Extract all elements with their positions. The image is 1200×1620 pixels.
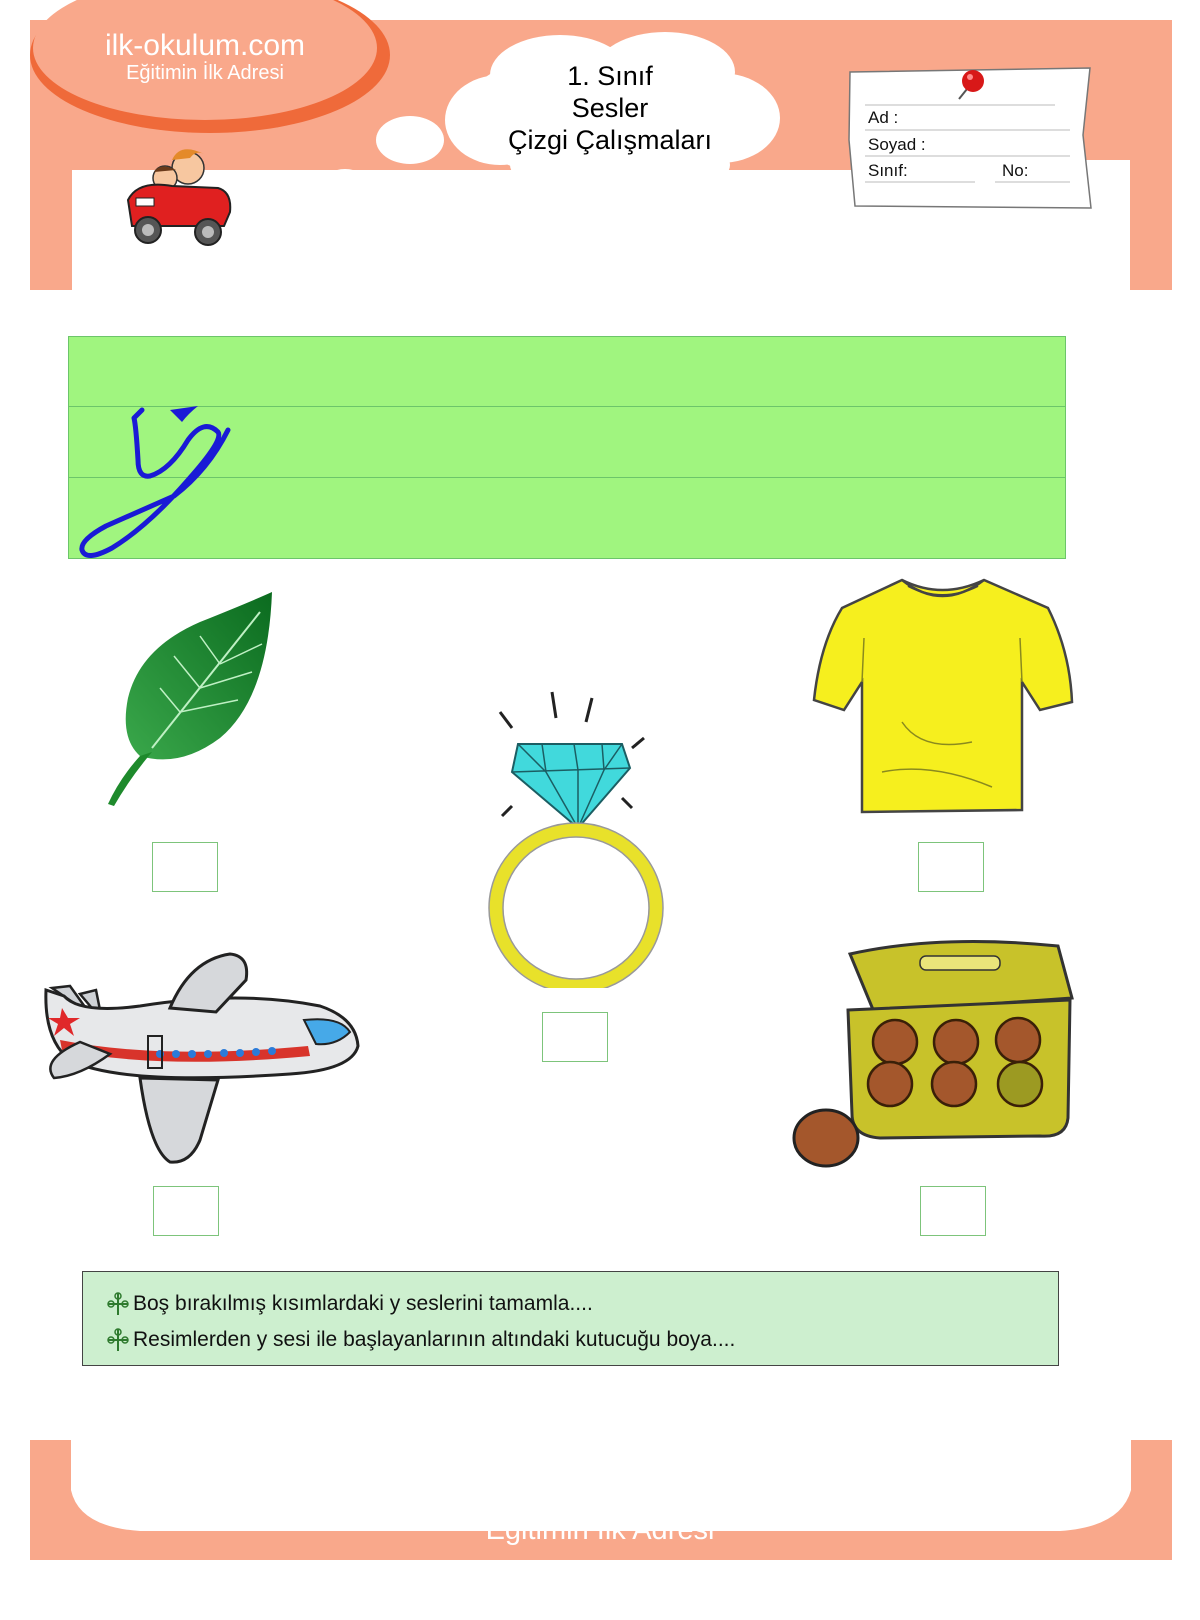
- header-site-name[interactable]: ilk-okulum.com: [104, 29, 306, 62]
- name-label: Ad :: [868, 108, 899, 127]
- footer-site-name[interactable]: ilk-okulum.com: [453, 1466, 747, 1515]
- instruction-item: [103, 1286, 1058, 1322]
- eggs-name: [0, 0, 1, 1]
- surname-label: Soyad :: [868, 135, 926, 154]
- bullet-ornament-icon: [103, 1327, 133, 1353]
- number-field[interactable]: [1035, 163, 1070, 181]
- airplane-illustration: [40, 950, 362, 1166]
- answer-box-tshirt[interactable]: [918, 842, 984, 892]
- surname-field[interactable]: [935, 137, 1065, 155]
- answer-box-airplane[interactable]: [153, 1186, 219, 1236]
- pushpin-icon: [955, 65, 991, 101]
- answer-box-leaf[interactable]: [152, 842, 218, 892]
- title-topic: Sesler: [571, 93, 649, 123]
- class-label: Sınıf:: [868, 161, 908, 180]
- car-driver-illustration: [120, 140, 240, 255]
- cursive-letter-y-glyph: [78, 400, 238, 562]
- header-brand: [55, 30, 355, 84]
- instruction-item: [103, 1322, 1058, 1358]
- header-tagline: Eğitimin İlk Adresi: [126, 62, 284, 84]
- worksheet-title: [450, 60, 770, 156]
- instruction-text-2: Resimlerden y sesi ile başlayanlarının altındaki kutucuğu boya....: [133, 1328, 736, 1351]
- instructions-box: [82, 1271, 1059, 1366]
- footer-tagline: Eğitimin İlk Adresi: [485, 1514, 715, 1546]
- leaf-illustration: [100, 588, 280, 810]
- instruction-text-1: Boş bırakılmış kısımlardaki y seslerini tamamla....: [133, 1292, 593, 1315]
- bullet-ornament-icon: [103, 1291, 133, 1317]
- class-field[interactable]: [915, 163, 975, 181]
- answer-box-eggs[interactable]: [920, 1186, 986, 1236]
- ring-illustration: [482, 688, 672, 988]
- title-subtitle: Çizgi Çalışmaları: [507, 125, 713, 155]
- footer-brand: [300, 1468, 900, 1546]
- title-grade: 1. Sınıf: [567, 61, 653, 91]
- tshirt-illustration: [812, 572, 1074, 818]
- answer-box-ring[interactable]: [542, 1012, 608, 1062]
- name-field[interactable]: [905, 110, 1055, 128]
- number-label: No:: [1002, 161, 1029, 180]
- egg-carton-illustration: [790, 938, 1074, 1170]
